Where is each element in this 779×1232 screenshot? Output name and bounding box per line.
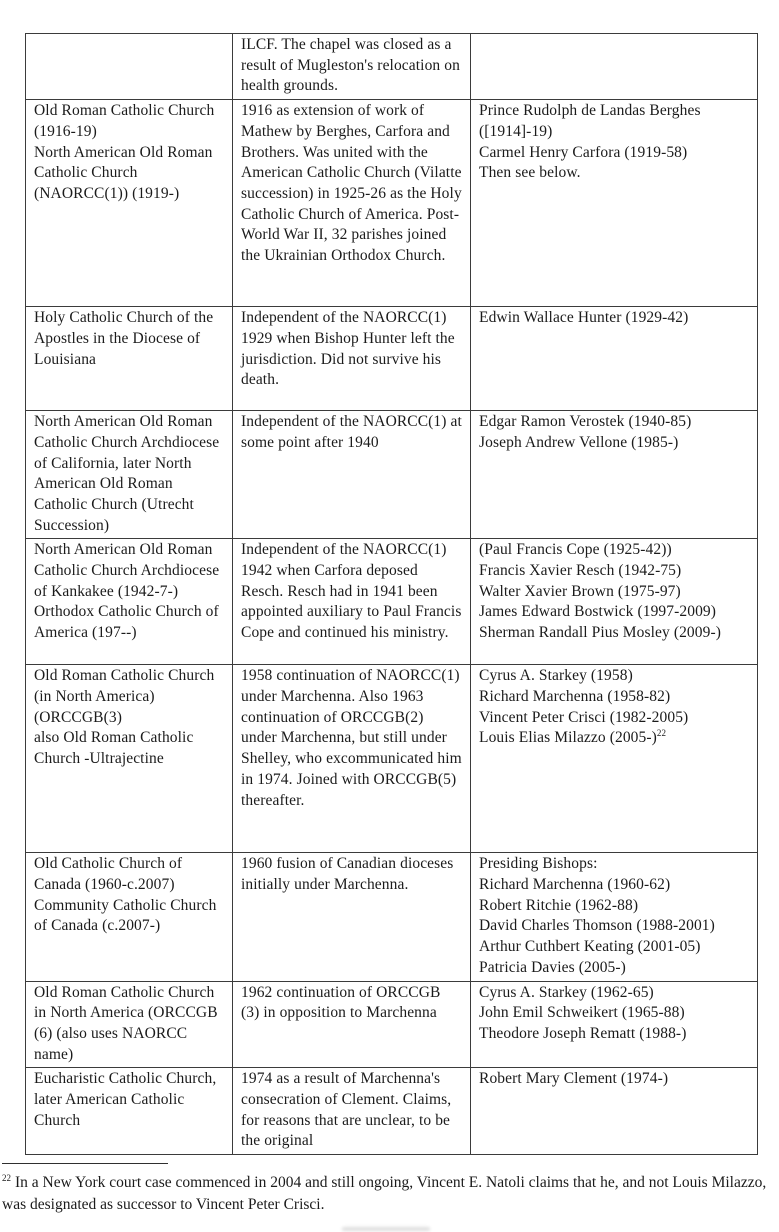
church-name-cell <box>26 981 233 1068</box>
paragraph: 1916 as extension of work of Mathew by Berghes, Carfora and Brothers. Was united with the American Catholic Church (Vilatte succession) in 1925-26 as the Holy Catholic Church of America. Post-World War II, 32 parishes joined the Ukrainian Orthodox Church. <box>241 102 462 265</box>
paragraph: Francis Xavier Resch (1942-75) <box>479 562 682 580</box>
footnote-text: In a New York court case commenced in 2004 and still ongoing, Vincent E. Natoli claims that he, and not Louis Milazzo, was designated as successor to Vincent Peter Crisci. <box>2 1174 767 1213</box>
church-name-cell <box>26 853 233 981</box>
paragraph: Community Catholic Church of Canada (c.2007-) <box>34 896 217 935</box>
paragraph: Independent of the NAORCC(1) 1942 when Carfora deposed Resch. Resch had in 1941 been appointed auxiliary to Paul Francis Cope and continued his ministry. <box>241 541 462 642</box>
paragraph: Richard Marchenna (1960-62) <box>479 876 671 894</box>
bishops-cell <box>471 411 758 539</box>
church-name-cell <box>26 307 233 411</box>
bishops-cell <box>471 539 758 665</box>
paragraph: Vincent Peter Crisci (1982-2005) <box>479 708 689 726</box>
paragraph: ILCF. The chapel was closed as a result of Mugleston's relocation on health grounds. <box>241 36 460 95</box>
paragraph: Independent of the NAORCC(1) at some point after 1940 <box>241 413 462 451</box>
paragraph: Carmel Henry Carfora (1919-58) <box>479 143 688 161</box>
footnote <box>2 1172 778 1215</box>
paragraph: Old Catholic Church of Canada (1960-c.2007) <box>34 855 183 894</box>
origin-cell <box>233 307 471 411</box>
paragraph: 1974 as a result of Marchenna's consecration of Clement. Claims, for reasons that are unclear, to be the original <box>241 1070 452 1150</box>
table-row <box>26 853 758 981</box>
paragraph: Theodore Joseph Rematt (1988-) <box>479 1024 687 1042</box>
origin-cell <box>233 411 471 539</box>
bishops-cell <box>471 307 758 411</box>
paragraph: North American Old Roman Catholic Church Archdiocese of Kankakee (1942-7-) <box>34 541 220 600</box>
paragraph: North American Old Roman Catholic Church (NAORCC(1)) (1919-) <box>34 143 213 202</box>
origin-cell <box>233 539 471 665</box>
table-row <box>26 100 758 307</box>
bishops-cell <box>471 34 758 100</box>
paragraph: Arthur Cuthbert Keating (2001-05) <box>479 938 701 956</box>
paragraph: 1962 continuation of ORCCGB (3) in opposition to Marchenna <box>241 983 441 1022</box>
paragraph: 1958 continuation of NAORCC(1) under Marchenna. Also 1963 continuation of ORCCGB(2) under Marchenna, but still under Shelley, who excommunicated him in 1974. Joined with ORCCGB(5) thereafter. <box>241 667 462 809</box>
table-row <box>26 665 758 853</box>
footnote-reference: 22 <box>656 728 667 739</box>
paragraph: North American Old Roman Catholic Church Archdiocese of California, later North American Old Roman Catholic Church (Utrecht Succession) <box>34 413 220 534</box>
paragraph: Robert Mary Clement (1974-) <box>479 1070 669 1088</box>
paragraph: Louis Elias Milazzo (2005-)$^{22}$ <box>479 728 667 747</box>
paragraph: Patricia Davies (2005-) <box>479 958 626 976</box>
paragraph: Cyrus A. Starkey (1958) <box>479 667 633 685</box>
church-name-cell <box>26 34 233 100</box>
bishops-cell <box>471 853 758 981</box>
paragraph: Old Roman Catholic Church in North America (ORCCGB (6) (also uses NAORCC name) <box>34 983 218 1063</box>
paragraph: also Old Roman Catholic Church -Ultrajectine <box>34 729 194 768</box>
table-row <box>26 1068 758 1155</box>
table-row <box>26 34 758 100</box>
paragraph: (Paul Francis Cope (1925-42)) <box>479 541 672 559</box>
paragraph: Then see below. <box>479 164 581 182</box>
origin-cell <box>233 1068 471 1155</box>
origin-cell <box>233 34 471 100</box>
paragraph: Walter Xavier Brown (1975-97) <box>479 582 681 600</box>
table-row <box>26 981 758 1068</box>
bishops-cell <box>471 100 758 307</box>
bishops-cell <box>471 1068 758 1155</box>
origin-cell <box>233 981 471 1068</box>
paragraph: Robert Ritchie (1962-88) <box>479 896 639 914</box>
church-name-cell <box>26 1068 233 1155</box>
paragraph: Independent of the NAORCC(1) 1929 when Bishop Hunter left the jurisdiction. Did not survive his death. <box>241 309 455 389</box>
paragraph: John Emil Schweikert (1965-88) <box>479 1004 685 1022</box>
bishops-cell <box>471 665 758 853</box>
paragraph: Edwin Wallace Hunter (1929-42) <box>479 309 689 327</box>
footnote-marker: 22 <box>2 1172 11 1183</box>
paragraph: Prince Rudolph de Landas Berghes ([1914]-19) <box>479 102 701 140</box>
scan-artifact <box>342 1227 430 1231</box>
paragraph: 1960 fusion of Canadian dioceses initially under Marchenna. <box>241 855 454 894</box>
church-name-cell <box>26 100 233 307</box>
church-succession-table <box>25 33 758 1155</box>
paragraph: Old Roman Catholic Church (1916-19) <box>34 102 215 140</box>
paragraph: Cyrus A. Starkey (1962-65) <box>479 983 654 1001</box>
bishops-cell <box>471 981 758 1068</box>
origin-cell <box>233 853 471 981</box>
paragraph: James Edward Bostwick (1997-2009) <box>479 603 717 621</box>
paragraph: Old Roman Catholic Church (in North America) (ORCCGB(3) <box>34 667 215 726</box>
church-name-cell <box>26 539 233 665</box>
paragraph: Presiding Bishops: <box>479 855 598 873</box>
paragraph: Richard Marchenna (1958-82) <box>479 688 671 706</box>
church-name-cell <box>26 411 233 539</box>
paragraph: Sherman Randall Pius Mosley (2009-) <box>479 624 722 642</box>
paragraph: Joseph Andrew Vellone (1985-) <box>479 433 679 451</box>
paragraph: David Charles Thomson (1988-2001) <box>479 917 715 935</box>
paragraph: Orthodox Catholic Church of America (197--) <box>34 603 219 642</box>
paragraph: Eucharistic Catholic Church, later American Catholic Church <box>34 1070 217 1129</box>
table-row <box>26 539 758 665</box>
footnote-separator <box>2 1163 168 1164</box>
table-row <box>26 411 758 539</box>
church-name-cell <box>26 665 233 853</box>
origin-cell <box>233 100 471 307</box>
origin-cell <box>233 665 471 853</box>
paragraph: Edgar Ramon Verostek (1940-85) <box>479 413 692 431</box>
table-row <box>26 307 758 411</box>
paragraph: Holy Catholic Church of the Apostles in the Diocese of Louisiana <box>34 309 214 368</box>
